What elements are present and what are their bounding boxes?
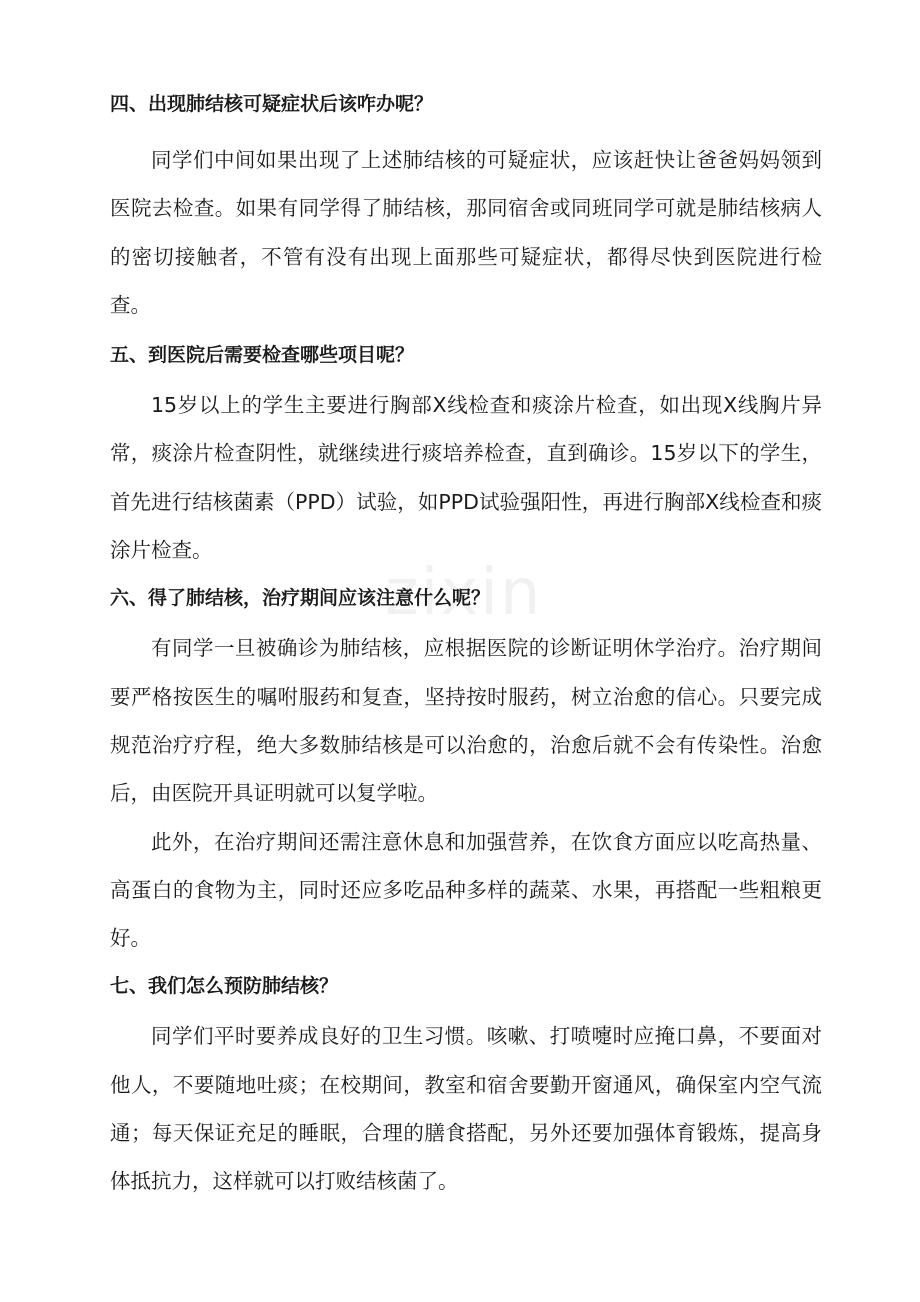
section-6-paragraph-2: 此外，在治疗期间还需注意休息和加强营养，在饮食方面应以吃高热量、高蛋白的食物为主，同时还应多吃品种多样的蔬菜、水果，再搭配一些粗粮更好。 (110, 829, 822, 951)
section-5-heading: 五、到医院后需要检查哪些项目呢？ (110, 344, 415, 367)
section-7-heading: 七、我们怎么预防肺结核？ (110, 975, 339, 998)
section-6-heading: 六、得了肺结核，治疗期间应该注意什么呢？ (110, 587, 491, 610)
watermark: zixin (385, 556, 543, 630)
section-6-paragraph-1: 有同学一旦被确诊为肺结核，应根据医院的诊断证明休学治疗。治疗期间要严格按医生的嘱咐服药和复查，坚持按时服药，树立治愈的信心。只要完成规范治疗疗程，绝大多数肺结核是可以治愈的，治愈后就不会有传染性。治愈后，由医院开具证明就可以复学啦。 (110, 636, 822, 806)
section-4-paragraph: 同学们中间如果出现了上述肺结核的可疑症状，应该赶快让爸爸妈妈领到医院去检查。如果有同学得了肺结核，那同宿舍或同班同学可就是肺结核病人的密切接触者，不管有没有出现上面那些可疑症状，都得尽快到医院进行检查。 (110, 148, 822, 317)
section-4-heading: 四、出现肺结核可疑症状后该咋办呢？ (110, 93, 434, 115)
section-5-paragraph: 15岁以上的学生主要进行胸部X线检查和痰涂片检查，如出现X线胸片异常，痰涂片检查阴性，就继续进行痰培养检查，直到确诊。15岁以下的学生，首先进行结核菌素（PPD）试验，如PPD试验强阳性，再进行胸部X线检查和痰涂片检查。 (110, 393, 822, 563)
section-7-paragraph: 同学们平时要养成良好的卫生习惯。咳嗽、打喷嚏时应掩口鼻，不要面对他人，不要随地吐痰；在校期间，教室和宿舍要勤开窗通风，确保室内空气流通；每天保证充足的睡眠，合理的膳食搭配，另外还要加强体育锻炼，提高身体抵抗力，这样就可以打败结核菌了。 (110, 1024, 822, 1194)
document-page (110, 92, 822, 1206)
